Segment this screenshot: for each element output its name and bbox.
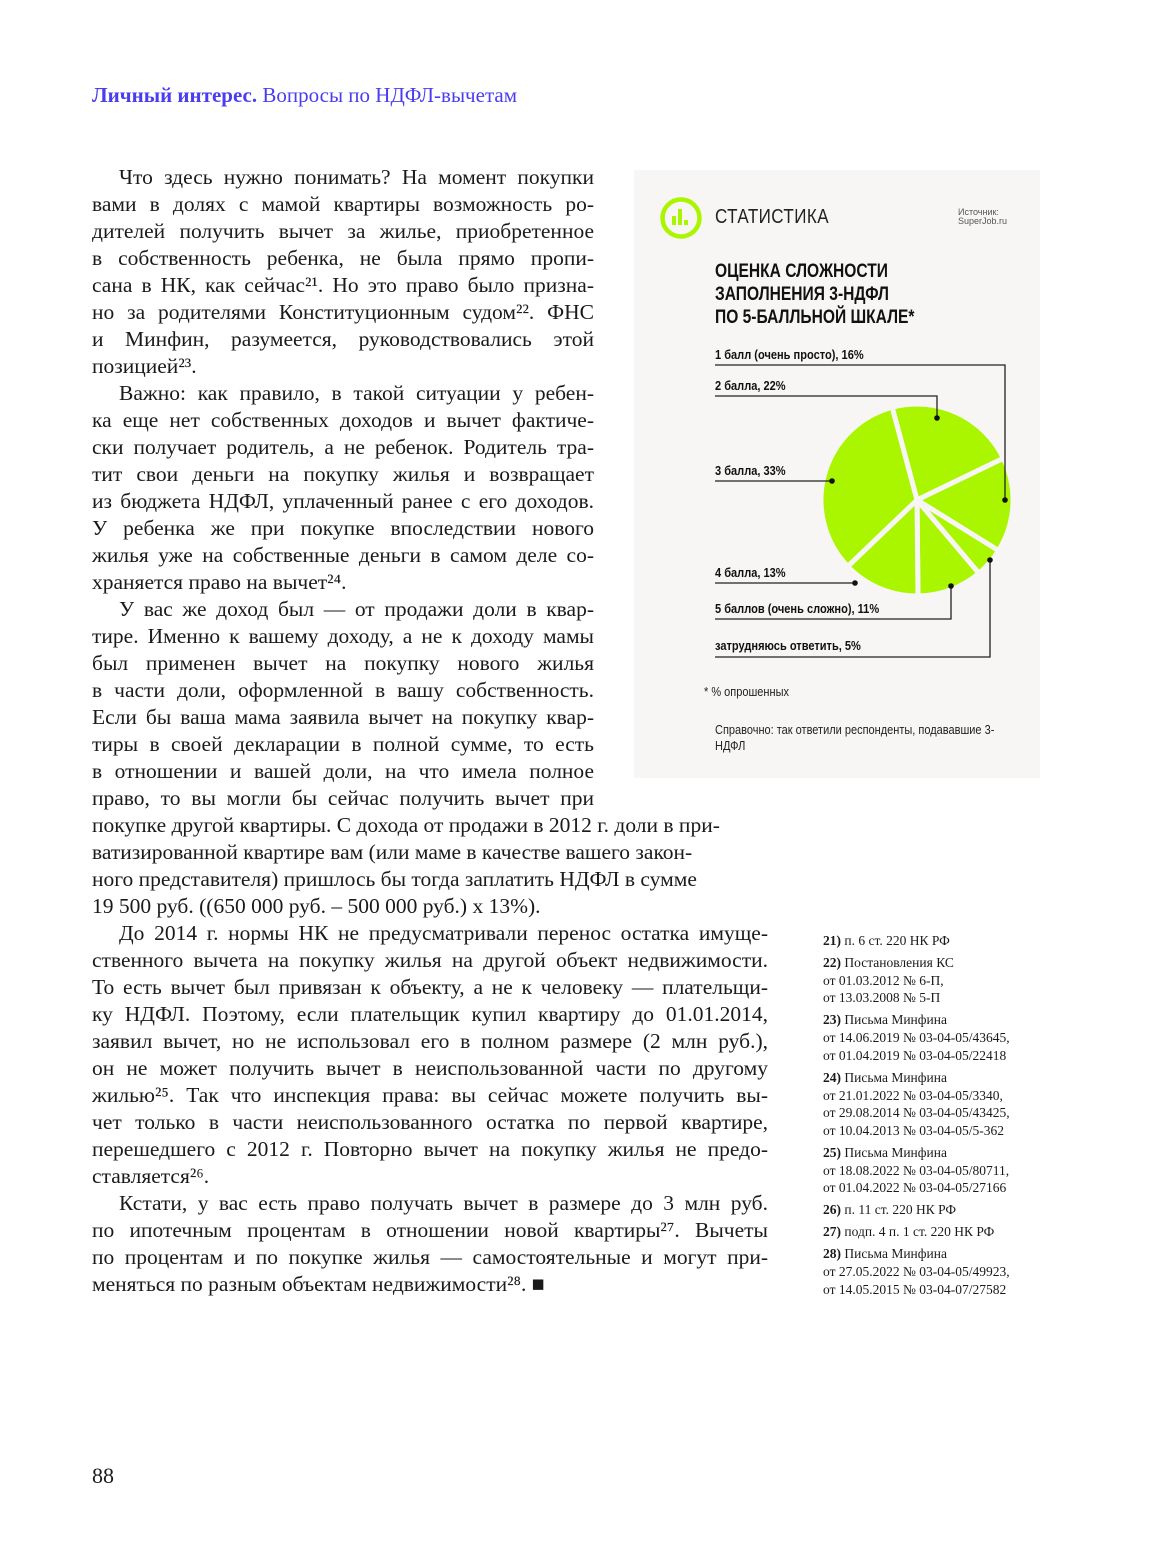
text-line: в отношении и вашей доли, на что имела полное [92, 759, 594, 783]
footnote-text: п. 6 ст. 220 НК РФ [844, 933, 950, 948]
text-line: позицией²³. [92, 354, 197, 378]
footnote-text: от 01.04.2022 № 03-04-05/27166 [823, 1180, 1007, 1196]
footnote-number: 27) [823, 1224, 841, 1240]
footnote [823, 1069, 1010, 1140]
text-line: покупке другой квартиры. С дохода от продажи в 2012 г. доли в при- [92, 813, 720, 837]
leader-dot [829, 478, 835, 484]
statistics-box [634, 170, 1040, 778]
text-line: чет только в части неиспользованного остатка по первой квартире, [92, 1110, 768, 1134]
text-line: жилью²⁵. Так что инспекция права: вы сейчас можете получить вы- [92, 1083, 768, 1107]
footnote-number: 25) [823, 1144, 841, 1160]
section-title: Личный интерес. [92, 83, 258, 107]
footnote-text: от 21.01.2022 № 03-04-05/3340, [823, 1087, 1003, 1103]
footnote-text: Постановления КС [844, 955, 954, 970]
text-line: ка еще нет собственных доходов и вычет фактиче- [92, 408, 594, 432]
footnote-number: 26) [823, 1202, 841, 1218]
source-label: Источник: [958, 207, 999, 217]
chart-title-line: ЗАПОЛНЕНИЯ 3-НДФЛ [715, 284, 889, 305]
text-line: из бюджета НДФЛ, уплаченный ранее с его доходов. [92, 489, 594, 513]
footnote-text: от 29.08.2014 № 03-04-05/43425, [823, 1105, 1010, 1121]
footnote [823, 1201, 1010, 1219]
footnote-text: Письма Минфина [844, 1012, 947, 1028]
chart-title-line: ОЦЕНКА СЛОЖНОСТИ [715, 261, 888, 282]
text-line: в собственность ребенка, не была прямо пропи- [92, 246, 594, 270]
text-line: сана в НК, как сейчас²¹. Но это право было призна- [92, 273, 594, 297]
text-line: тире. Именно к вашему доходу, а не к доходу мамы [92, 624, 594, 648]
text-line: У ребенка же при покупке впоследствии нового [92, 516, 594, 540]
footnote-text: подп. 4 п. 1 ст. 220 НК РФ [844, 1224, 995, 1240]
page-number: 88 [92, 1463, 114, 1488]
leader-dot [852, 580, 858, 586]
source-name: SuperJob.ru [958, 216, 1008, 226]
text-line: тит свои деньги на покупку жилья и возвращает [92, 462, 594, 486]
text-line: Кстати, у вас есть право получать вычет в размере до 3 млн руб. [119, 1191, 768, 1215]
text-line: по ипотечным процентам в отношении новой квартиры²⁷. Вычеты [92, 1218, 768, 1242]
text-line: Что здесь нужно понимать? На момент покупки [119, 165, 594, 189]
text-line: меняться по разным объектам недвижимости²⁸. ■ [92, 1272, 545, 1296]
section-subtitle: Вопросы по НДФЛ-вычетам [262, 83, 517, 107]
footnote-text: от 18.08.2022 № 03-04-05/80711, [823, 1162, 1010, 1178]
statistics-header: СТАТИСТИКА [715, 206, 829, 228]
footnote-text: Письма Минфина [844, 1246, 947, 1262]
footnote-text: Письма Минфина [844, 1069, 947, 1085]
footnote-text: Письма Минфина [844, 1144, 947, 1160]
text-line: заявил вычет, но не использовал его в полном размере (2 млн руб.), [92, 1029, 768, 1053]
footnote-text: от 14.06.2019 № 03-04-05/43645, [823, 1030, 1010, 1046]
footnote-text: от 10.04.2013 № 03-04-05/5-362 [823, 1122, 1004, 1138]
footnote-text: от 27.05.2022 № 03-04-05/49923, [823, 1264, 1010, 1280]
footnote-text: от 01.03.2012 № 6-П, [823, 972, 944, 988]
footnote-text: от 13.03.2008 № 5-П [823, 990, 941, 1006]
chart-title [715, 260, 915, 329]
text-line: но за родителями Конституционным судом²². ФНС [92, 300, 594, 324]
chart-reference: Справочно: так ответили респонденты, подававшие 3-НДФЛ [715, 723, 995, 753]
footnote [823, 1144, 1010, 1197]
running-head [92, 83, 517, 108]
text-line: ставляется²⁶. [92, 1164, 210, 1188]
text-line: тиры в своей декларации в полной сумме, то есть [92, 732, 594, 756]
source-note [958, 208, 1007, 226]
text-line: До 2014 г. нормы НК не предусматривали перенос остатка имуще- [119, 921, 768, 945]
text-line: храняется право на вычет²⁴. [92, 570, 347, 594]
leader-dot [987, 557, 993, 563]
text-line: по процентам и по покупке жилья — самостоятельные и могут при- [92, 1245, 768, 1269]
text-line: ного представителя) пришлось бы тогда заплатить НДФЛ в сумме [92, 867, 697, 891]
chart-title-line: ПО 5-БАЛЛЬНОЙ ШКАЛЕ* [715, 307, 915, 328]
text-line: Если бы ваша мама заявила вычет на покупку квар- [92, 705, 594, 729]
footnote-text: п. 11 ст. 220 НК РФ [844, 1202, 957, 1218]
text-line: перешедшего с 2012 г. Повторно вычет на покупку жилья не предо- [92, 1137, 768, 1161]
text-line: ственного вычета на покупку жилья на другой объект недвижимости. [92, 948, 768, 972]
footnote-number: 23) [823, 1012, 841, 1028]
leader-dot [948, 583, 954, 589]
leader-dot [1002, 497, 1008, 503]
leader-dot [934, 415, 940, 421]
text-line: ку НДФЛ. Поэтому, если плательщик купил квартиру до 01.01.2014, [92, 1002, 768, 1026]
slice-label-unsure: затрудняюсь ответить, 5% [715, 638, 861, 653]
chart-footnote: * % опрошенных [704, 685, 789, 699]
footnote-text: от 01.04.2019 № 03-04-05/22418 [823, 1047, 1007, 1063]
footnote [823, 1223, 1010, 1241]
footnote-number: 28) [823, 1246, 841, 1262]
text-line: в части доли, оформленной в вашу собственность. [92, 678, 594, 702]
slice-label-5: 5 баллов (очень сложно), 11% [715, 601, 880, 616]
text-line: вами в долях с мамой квартиры возможность ро- [92, 192, 594, 216]
text-line: То есть вычет был привязан к объекту, а не к человеку — плательщи- [92, 975, 768, 999]
slice-label-4: 4 балла, 13% [715, 565, 786, 580]
text-line: право, то вы могли бы сейчас получить вычет при [92, 786, 594, 810]
bar-chart-icon [663, 200, 700, 237]
text-line: ски получает родитель, а не ребенок. Родитель тра- [92, 435, 594, 459]
footnotes [823, 932, 1010, 1303]
footnote-number: 22) [823, 955, 841, 970]
footnote-number: 24) [823, 1069, 841, 1085]
slice-label-3: 3 балла, 33% [715, 463, 786, 478]
text-line: был применен вычет на покупку нового жилья [92, 651, 594, 675]
text-line: и Минфин, разумеется, руководствовались этой [92, 327, 594, 351]
text-line: Важно: как правило, в такой ситуации у ребен- [119, 381, 594, 405]
text-line: жилья уже на собственные деньги в самом деле со- [92, 543, 594, 567]
footnote [823, 1011, 1010, 1064]
text-line: ватизированной квартире вам (или маме в качестве вашего закон- [92, 840, 693, 864]
text-line: У вас же доход был — от продажи доли в квар- [119, 597, 594, 621]
footnote-number: 21) [823, 933, 841, 948]
slice-label-1: 1 балл (очень просто), 16% [715, 347, 864, 362]
footnote [823, 954, 1010, 1007]
text-line: 19 500 руб. ((650 000 руб. – 500 000 руб.) х 13%). [92, 894, 541, 918]
footnote-text: от 14.05.2015 № 03-04-07/27582 [823, 1281, 1007, 1297]
footnote [823, 932, 1010, 950]
text-line: он не может получить вычет в неиспользованной части по другому [92, 1056, 768, 1080]
text-line: дителей получить вычет за жилье, приобретенное [92, 219, 594, 243]
footnote [823, 1245, 1010, 1298]
slice-label-2: 2 балла, 22% [715, 378, 786, 393]
